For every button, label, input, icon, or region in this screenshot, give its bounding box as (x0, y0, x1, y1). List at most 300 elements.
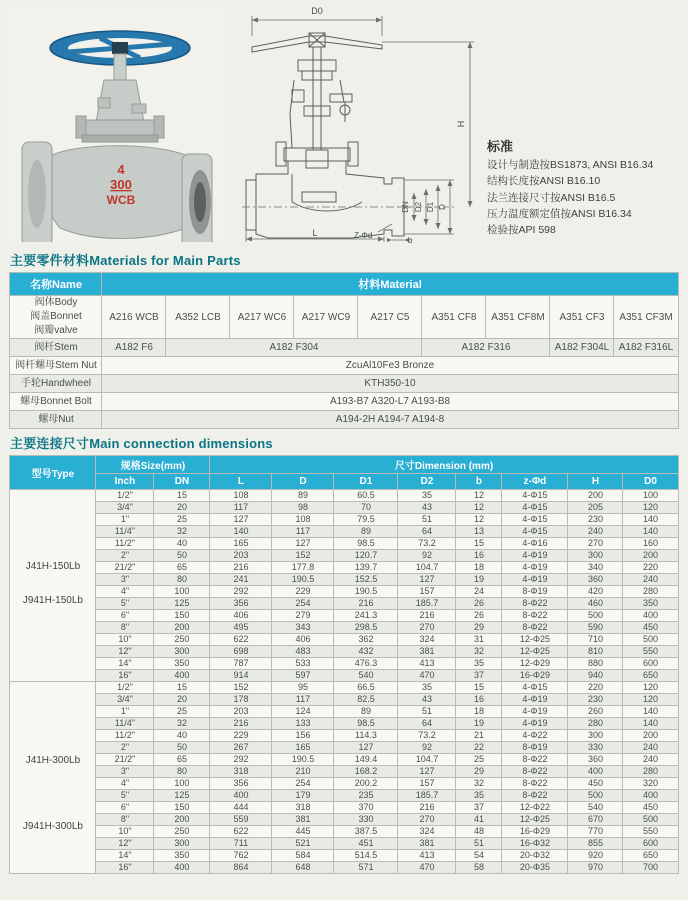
dim-cell: 18 (456, 706, 502, 718)
dim-cell: 622 (210, 826, 272, 838)
dim-cell: 150 (154, 802, 210, 814)
dim-cell: 12 (456, 514, 502, 526)
dim-cell: 920 (568, 850, 623, 862)
dim-cell: 381 (272, 814, 334, 826)
table-row (10, 622, 678, 634)
dim-cell: 298.5 (334, 622, 398, 634)
dim-cell: 914 (210, 670, 272, 682)
dim-cell: 114.3 (334, 730, 398, 742)
dim-cell: 185.7 (398, 598, 456, 610)
dim-cell: 80 (154, 574, 210, 586)
dim-cell: 540 (334, 670, 398, 682)
dim-cell: 40 (154, 730, 210, 742)
dim-cell: 16-Φ29 (502, 670, 568, 682)
dim-cell: 432 (334, 646, 398, 658)
table-row (10, 730, 678, 742)
dim-cell: 150 (154, 610, 210, 622)
dim-cell: 241 (210, 574, 272, 586)
dim-cell: 360 (568, 574, 623, 586)
dim-cell: 20-Φ35 (502, 862, 568, 874)
dim-cell: 1/2" (96, 490, 154, 502)
dim-cell: 381 (398, 646, 456, 658)
dim-cell: 139.7 (334, 562, 398, 574)
table-row (10, 682, 678, 694)
dim-cell: 8-Φ22 (502, 766, 568, 778)
dim-cell: 330 (568, 742, 623, 754)
materials-title: 主要零件材料Materials for Main Parts (10, 253, 241, 268)
table-row (10, 694, 678, 706)
dim-cell: 16-Φ32 (502, 838, 568, 850)
material-cell: A351 CF8 (422, 296, 486, 339)
dim-cell: 37 (456, 670, 502, 682)
dim-cell: 98.5 (334, 718, 398, 730)
dim-cell: 5" (96, 790, 154, 802)
dim-cell: 514.5 (334, 850, 398, 862)
dimensions-title: 主要连接尺寸Main connection dimensions (10, 436, 273, 451)
table-row (10, 850, 678, 862)
type-label: J41H-150Lb (25, 560, 81, 572)
dim-cell: 444 (210, 802, 272, 814)
dim-cell: 318 (210, 766, 272, 778)
dim-cell: 500 (568, 790, 623, 802)
dim-cell: 10" (96, 826, 154, 838)
dim-cell: 108 (272, 514, 334, 526)
table-row (10, 790, 678, 802)
top-illustration-area (0, 0, 688, 246)
material-cell: A351 CF3M (614, 296, 678, 339)
dim-cell: 11/2" (96, 538, 154, 550)
dim-cell: 40 (154, 538, 210, 550)
dim-cell: 229 (272, 586, 334, 598)
dim-cell: 65 (154, 562, 210, 574)
dim-cell: 15 (456, 538, 502, 550)
dim-cell: 940 (568, 670, 623, 682)
dim-cell: 21/2" (96, 562, 154, 574)
table-row (10, 514, 678, 526)
type-cell (10, 490, 96, 682)
dim-cell: 698 (210, 646, 272, 658)
dim-cell: 54 (456, 850, 502, 862)
dim-cell: 4-Φ16 (502, 538, 568, 550)
dim-cell: 22 (456, 742, 502, 754)
dim-cell: 16-Φ29 (502, 826, 568, 838)
table-row (10, 718, 678, 730)
dim-cell: 700 (623, 862, 678, 874)
dim-cell: 400 (154, 670, 210, 682)
table-row (10, 766, 678, 778)
dim-cell: 8" (96, 814, 154, 826)
dim-cell: 89 (334, 526, 398, 538)
dim-cell: 250 (154, 826, 210, 838)
dim-cell: 6" (96, 610, 154, 622)
dim-cell: 650 (623, 850, 678, 862)
dim-cell: 445 (272, 826, 334, 838)
dim-cell: 149.4 (334, 754, 398, 766)
dim-cell: 711 (210, 838, 272, 850)
dim-cell: 64 (398, 526, 456, 538)
dim-cell: 8-Φ22 (502, 610, 568, 622)
dim-cell: 880 (568, 658, 623, 670)
dim-col-header: D1 (334, 474, 398, 490)
dim-cell: 50 (154, 550, 210, 562)
dim-cell: 270 (398, 622, 456, 634)
dim-cell: 770 (568, 826, 623, 838)
table-row (10, 526, 678, 538)
dim-cell: 24 (456, 586, 502, 598)
dim-cell: 152 (210, 682, 272, 694)
dim-cell: 300 (154, 646, 210, 658)
dim-cell: 117 (210, 502, 272, 514)
materials-body (10, 296, 678, 429)
part-name-cell: 阀体Body 阀盖Bonnet 阀瓣valve (10, 296, 102, 339)
dim-cell: 190.5 (334, 586, 398, 598)
valve-drawing-image (232, 2, 484, 244)
label-b: b (408, 236, 413, 244)
table-row (10, 490, 678, 502)
standards-block (487, 136, 685, 238)
dim-cell: 267 (210, 742, 272, 754)
dim-cell: 4" (96, 778, 154, 790)
dim-cell: 216 (398, 802, 456, 814)
dim-cell: 324 (398, 826, 456, 838)
part-name-cell: 阀杆螺母Stem Nut (10, 357, 102, 375)
dim-col-header: D0 (623, 474, 678, 490)
material-cell: A182 F316 (422, 339, 550, 357)
dim-cell: 29 (456, 622, 502, 634)
dim-cell: 117 (272, 694, 334, 706)
dim-cell: 521 (272, 838, 334, 850)
dim-cell: 32 (456, 778, 502, 790)
dim-cell: 16" (96, 862, 154, 874)
dim-cell: 185.7 (398, 790, 456, 802)
dim-cell: 165 (272, 742, 334, 754)
dim-cell: 89 (272, 490, 334, 502)
dim-cell: 787 (210, 658, 272, 670)
dim-cell: 240 (568, 526, 623, 538)
dim-cell: 127 (210, 514, 272, 526)
table-row (10, 562, 678, 574)
dim-cell: 200 (623, 730, 678, 742)
dim-cell: 495 (210, 622, 272, 634)
table-row (10, 357, 678, 375)
dim-cell: 400 (210, 790, 272, 802)
dim-cell: 12 (456, 490, 502, 502)
dim-cell: 127 (272, 538, 334, 550)
body-marking-size: 4 (117, 162, 125, 177)
dim-cell: 300 (568, 550, 623, 562)
dim-cell: 3/4" (96, 694, 154, 706)
dim-cell: 210 (272, 766, 334, 778)
dim-cell: 4-Φ19 (502, 718, 568, 730)
dim-cell: 600 (623, 838, 678, 850)
dim-cell: 324 (398, 634, 456, 646)
dim-cell: 25 (154, 706, 210, 718)
dim-cell: 79.5 (334, 514, 398, 526)
dim-cell: 8" (96, 622, 154, 634)
dim-cell: 15 (456, 682, 502, 694)
table-row (10, 296, 678, 339)
dim-cell: 92 (398, 742, 456, 754)
dim-cell: 200 (623, 550, 678, 562)
label-L: L (312, 228, 318, 238)
dim-cell: 64 (398, 718, 456, 730)
part-name-cell: 阀杆Stem (10, 339, 102, 357)
dim-cell: 470 (398, 862, 456, 874)
dim-cell: 216 (398, 610, 456, 622)
material-cell: A194-2H A194-7 A194-8 (102, 411, 678, 429)
dim-cell: 35 (456, 790, 502, 802)
table-row (10, 862, 678, 874)
materials-table (9, 272, 678, 429)
dim-cell: 200 (154, 622, 210, 634)
material-cell: A351 CF8M (486, 296, 550, 339)
table-row (10, 802, 678, 814)
dim-cell: 4-Φ15 (502, 502, 568, 514)
table-row (10, 574, 678, 586)
dim-cell: 10" (96, 634, 154, 646)
dim-cell: 127 (398, 766, 456, 778)
dim-cell: 179 (272, 790, 334, 802)
dim-cell: 66.5 (334, 682, 398, 694)
dim-cell: 597 (272, 670, 334, 682)
material-cell: KTH350-10 (102, 375, 678, 393)
dim-cell: 160 (623, 538, 678, 550)
table-row (10, 634, 678, 646)
dim-cell: 16 (456, 550, 502, 562)
dim-cell: 4-Φ19 (502, 574, 568, 586)
dim-cell: 20 (154, 502, 210, 514)
dim-cell: 8-Φ22 (502, 790, 568, 802)
dim-cell: 710 (568, 634, 623, 646)
dim-cell: 190.5 (272, 754, 334, 766)
standards-line: 压力温度额定值按ANSI B16.34 (487, 207, 632, 220)
dim-cell: 229 (210, 730, 272, 742)
dim-cell: 70 (334, 502, 398, 514)
dim-cell: 43 (398, 694, 456, 706)
body-marking-material: WCB (106, 193, 136, 207)
dim-cell: 318 (272, 802, 334, 814)
dim-cell: 20-Φ32 (502, 850, 568, 862)
dim-cell: 1" (96, 514, 154, 526)
dim-cell: 571 (334, 862, 398, 874)
dim-cell: 292 (210, 586, 272, 598)
material-cell: A182 F6 (102, 339, 166, 357)
dim-cell: 32 (154, 718, 210, 730)
dim-cell: 127 (398, 574, 456, 586)
material-cell: A217 C5 (358, 296, 422, 339)
valve-photo-image (8, 6, 230, 242)
dim-col-header: L (210, 474, 272, 490)
dim-cell: 240 (623, 574, 678, 586)
dim-cell: 8-Φ22 (502, 598, 568, 610)
dim-cell: 4-Φ15 (502, 682, 568, 694)
dim-cell: 340 (568, 562, 623, 574)
material-cell: A182 F304 (166, 339, 422, 357)
dim-cell: 37 (456, 802, 502, 814)
dim-cell: 230 (568, 514, 623, 526)
dim-cell: 140 (623, 718, 678, 730)
dim-cell: 8-Φ19 (502, 742, 568, 754)
dim-cell: 420 (568, 586, 623, 598)
dim-cell: 240 (623, 742, 678, 754)
dim-cell: 483 (272, 646, 334, 658)
dim-cell: 104.7 (398, 562, 456, 574)
dim-cell: 235 (334, 790, 398, 802)
dim-col-header: z-Φd (502, 474, 568, 490)
standards-line: 检验按API 598 (487, 224, 556, 237)
dim-cell: 300 (154, 838, 210, 850)
dim-cell: 26 (456, 598, 502, 610)
dim-cell: 51 (398, 706, 456, 718)
dim-cell: 280 (568, 718, 623, 730)
dim-cell: 292 (210, 754, 272, 766)
dim-cell: 200 (568, 490, 623, 502)
table-row (10, 538, 678, 550)
dim-cell: 21 (456, 730, 502, 742)
dim-cell: 1/2" (96, 682, 154, 694)
dim-cell: 3/4" (96, 502, 154, 514)
dim-cell: 32 (456, 646, 502, 658)
dim-cell: 648 (272, 862, 334, 874)
dim-cell: 4-Φ15 (502, 514, 568, 526)
materials-header-name: 名称Name (10, 273, 102, 296)
dim-cell: 400 (623, 790, 678, 802)
table-row (10, 838, 678, 850)
dim-cell: 413 (398, 658, 456, 670)
dim-cell: 203 (210, 550, 272, 562)
dim-cell: 810 (568, 646, 623, 658)
dim-cell: 4" (96, 586, 154, 598)
dim-col-header: Inch (96, 474, 154, 490)
dim-cell: 864 (210, 862, 272, 874)
type-cell (10, 682, 96, 874)
table-row (10, 826, 678, 838)
dim-cell: 500 (568, 610, 623, 622)
type-label: J941H-150Lb (22, 595, 83, 607)
dim-cell: 5" (96, 598, 154, 610)
dim-cell: 4-Φ19 (502, 694, 568, 706)
dim-cell: 120 (623, 694, 678, 706)
table-row (10, 706, 678, 718)
dim-cell: 406 (272, 634, 334, 646)
dim-cell: 4-Φ19 (502, 706, 568, 718)
dim-cell: 8-Φ22 (502, 778, 568, 790)
dim-cell: 260 (568, 706, 623, 718)
dim-cell: 1" (96, 706, 154, 718)
table-row (10, 754, 678, 766)
dim-cell: 970 (568, 862, 623, 874)
dim-cell: 350 (154, 850, 210, 862)
dim-cell: 73.2 (398, 538, 456, 550)
dim-cell: 216 (210, 718, 272, 730)
table-row (10, 814, 678, 826)
dim-cell: 451 (334, 838, 398, 850)
dim-cell: 600 (623, 658, 678, 670)
dim-cell: 550 (623, 826, 678, 838)
dim-cell: 622 (210, 634, 272, 646)
dim-cell: 356 (210, 778, 272, 790)
dim-cell: 48 (456, 826, 502, 838)
dim-cell: 100 (623, 490, 678, 502)
dim-cell: 100 (154, 586, 210, 598)
dim-cell: 4-Φ15 (502, 490, 568, 502)
dim-cell: 14" (96, 658, 154, 670)
standards-line: 设计与制造按BS1873, ANSI B16.34 (487, 159, 654, 171)
dim-cell: 60.5 (334, 490, 398, 502)
dim-cell: 300 (568, 730, 623, 742)
dim-cell: 4-Φ19 (502, 550, 568, 562)
dim-col-header: b (456, 474, 502, 490)
label-D: D (438, 204, 447, 210)
dim-cell: 98 (272, 502, 334, 514)
dim-cell: 356 (210, 598, 272, 610)
dim-cell: 140 (623, 706, 678, 718)
table-row (10, 339, 678, 357)
material-cell: A182 F304L (550, 339, 614, 357)
standards-title: 标准 (487, 139, 514, 154)
dim-cell: 450 (568, 778, 623, 790)
dim-cell: 450 (623, 802, 678, 814)
dim-cell: 370 (334, 802, 398, 814)
dim-cell: 117 (272, 526, 334, 538)
dim-col-header: DN (154, 474, 210, 490)
table-row (10, 550, 678, 562)
dim-cell: 21/2" (96, 754, 154, 766)
dim-cell: 140 (623, 526, 678, 538)
dim-cell: 25 (456, 754, 502, 766)
material-cell: A217 WC9 (294, 296, 358, 339)
dim-cell: 18 (456, 562, 502, 574)
dim-cell: 476.3 (334, 658, 398, 670)
dim-cell: 280 (623, 766, 678, 778)
dim-cell: 2" (96, 742, 154, 754)
dim-cell: 120 (623, 502, 678, 514)
dim-cell: 500 (623, 634, 678, 646)
dim-cell: 350 (623, 598, 678, 610)
dim-cell: 43 (398, 502, 456, 514)
dimensions-header-row1 (10, 456, 678, 474)
dim-cell: 15 (154, 682, 210, 694)
label-D1: D1 (426, 201, 435, 213)
dim-cell: 254 (272, 778, 334, 790)
dim-cell: 124 (272, 706, 334, 718)
dim-cell: 65 (154, 754, 210, 766)
table-row (10, 658, 678, 670)
table-row (10, 742, 678, 754)
dim-cell: 855 (568, 838, 623, 850)
dim-cell: 25 (154, 514, 210, 526)
dim-cell: 230 (568, 694, 623, 706)
dim-cell: 104.7 (398, 754, 456, 766)
dim-cell: 460 (568, 598, 623, 610)
dim-cell: 190.5 (272, 574, 334, 586)
dim-cell: 270 (398, 814, 456, 826)
material-cell: A351 CF3 (550, 296, 614, 339)
dim-cell: 216 (334, 598, 398, 610)
dim-cell: 533 (272, 658, 334, 670)
dim-cell: 20 (154, 694, 210, 706)
dim-cell: 16 (456, 694, 502, 706)
materials-header-row (10, 273, 678, 296)
dim-cell: 220 (568, 682, 623, 694)
dim-cell: 203 (210, 706, 272, 718)
material-cell: ZcuAl10Fe3 Bronze (102, 357, 678, 375)
dim-cell: 279 (272, 610, 334, 622)
table-row (10, 778, 678, 790)
dim-cell: 400 (568, 766, 623, 778)
dim-cell: 31 (456, 634, 502, 646)
dim-cell: 400 (154, 862, 210, 874)
